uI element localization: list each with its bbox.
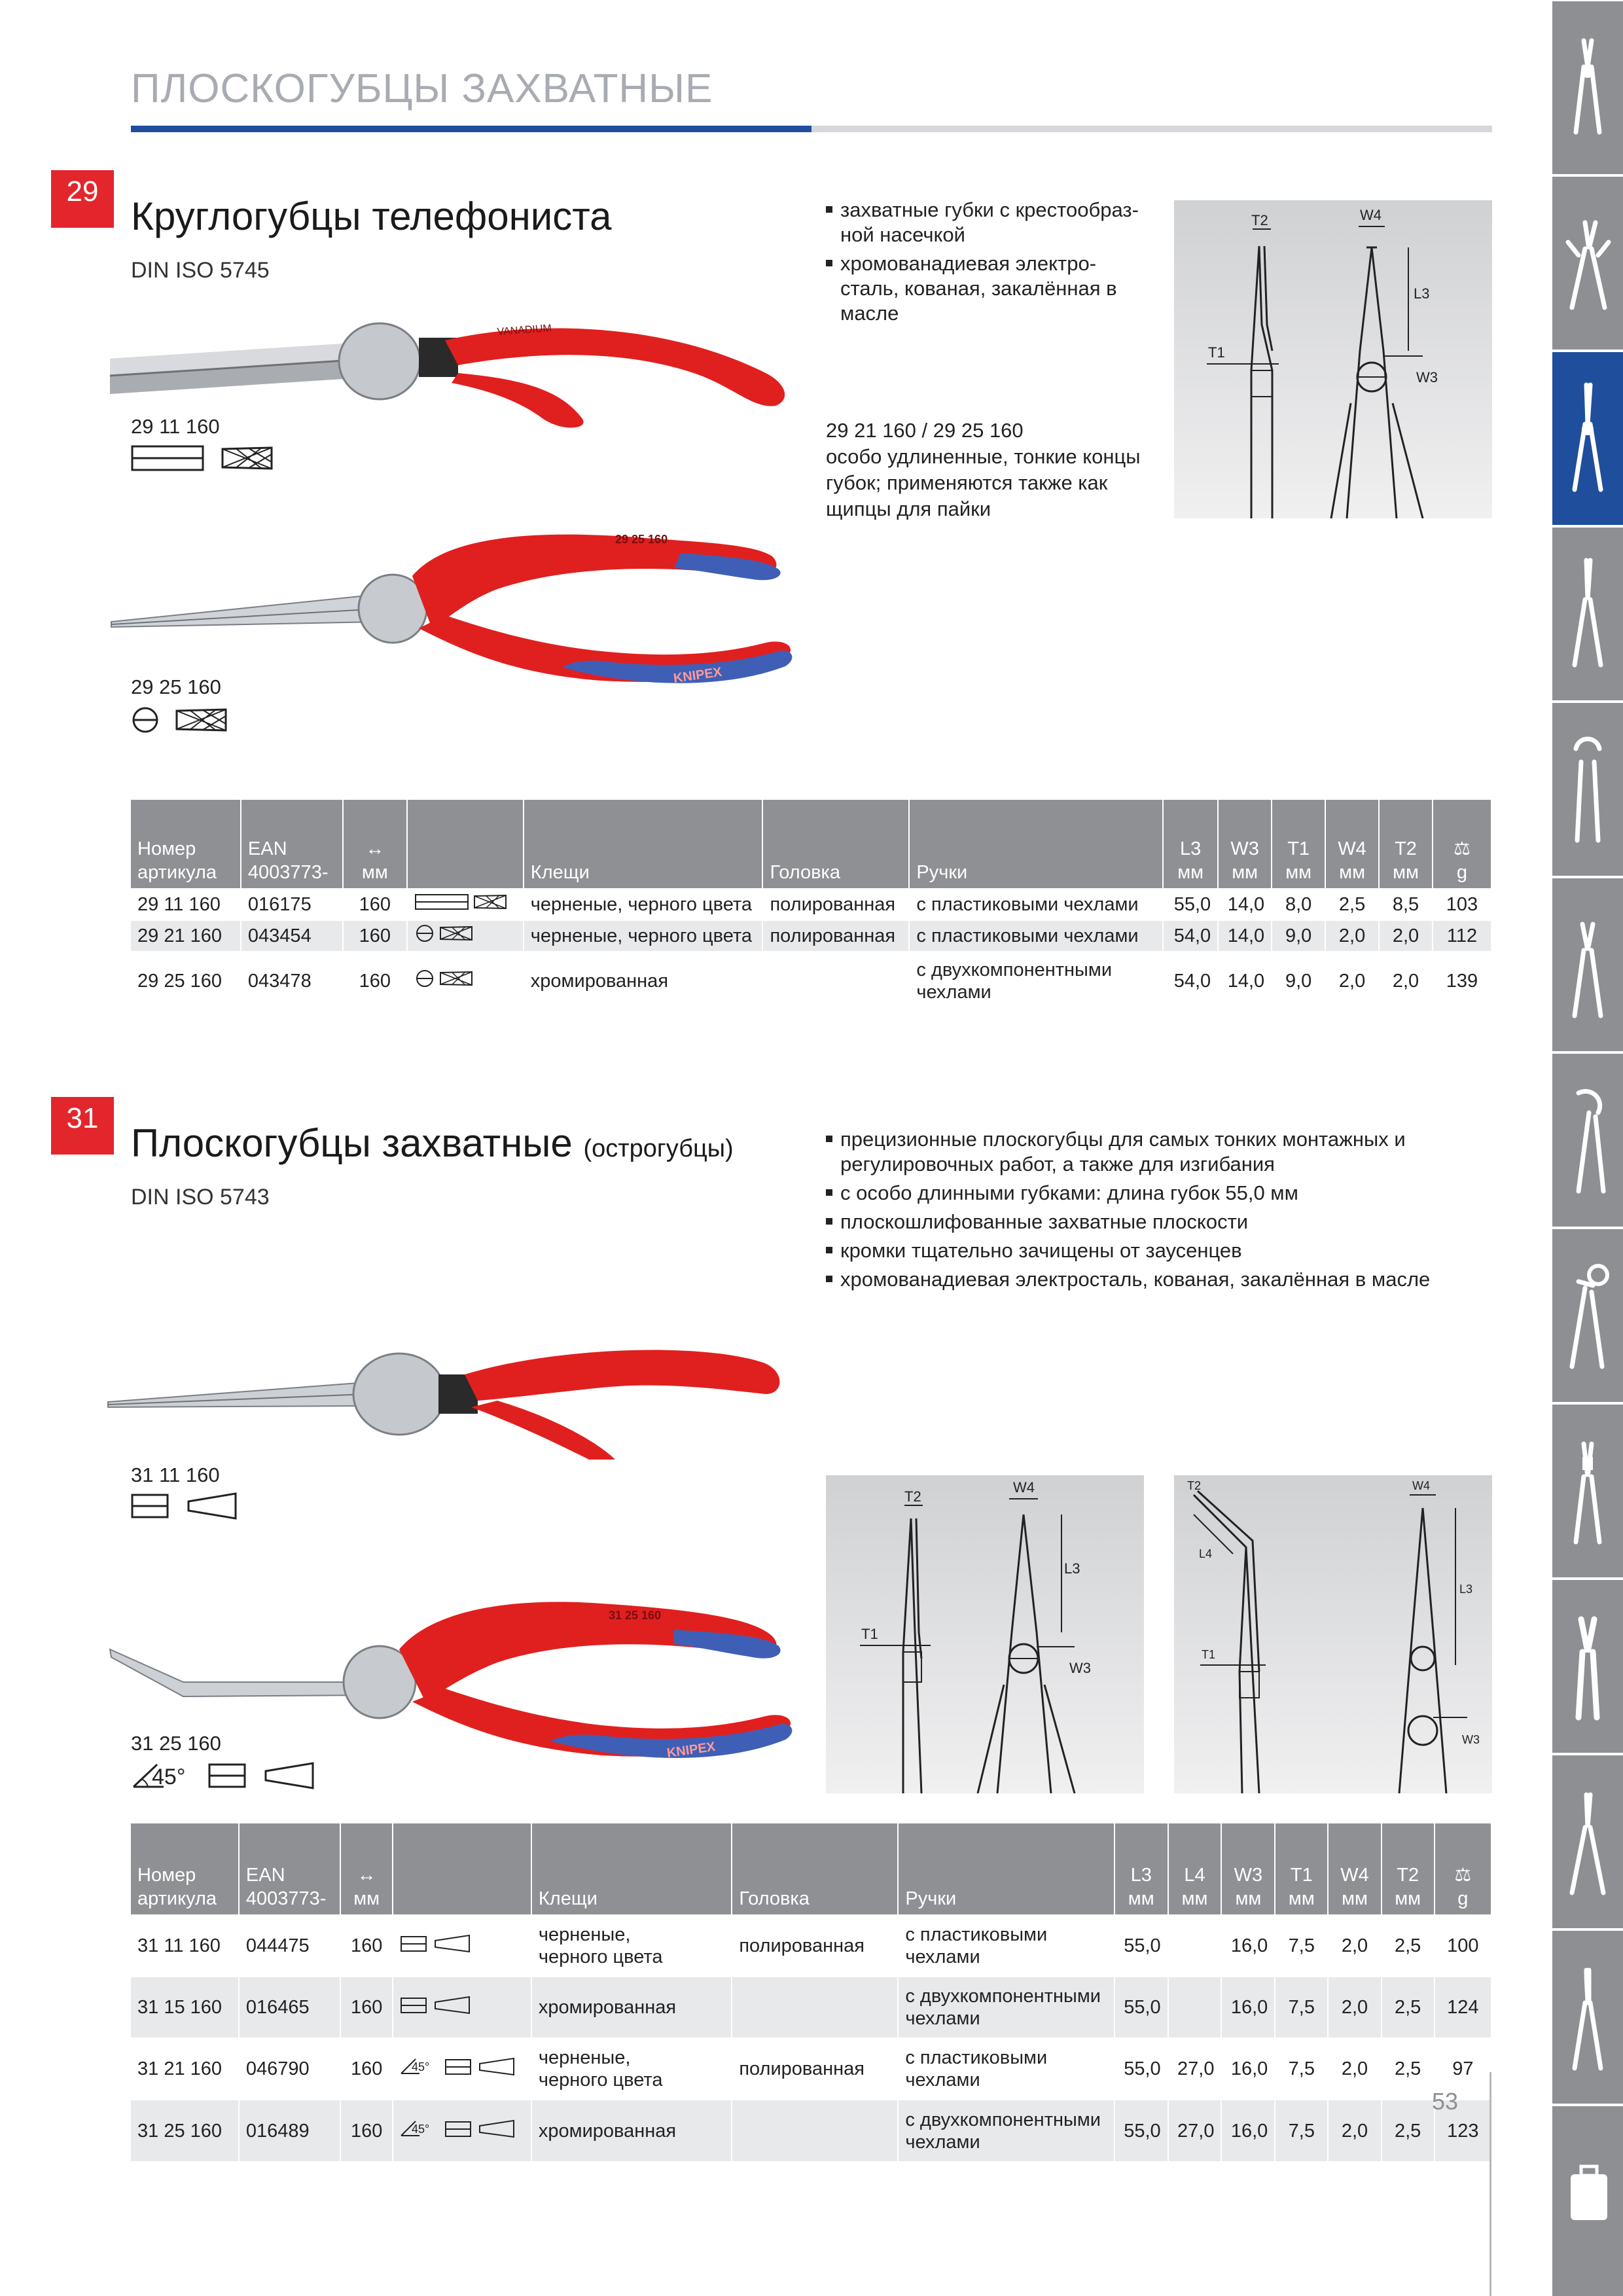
table-row: 31 25 160 016489 160 45° хромированная с двухкомпонентными чехлами 55,0 27,0 16,0 7,5 2,0 2,5 123 [131, 2100, 1491, 2161]
col-l4: L4 мм [1168, 1823, 1222, 1915]
col-pliers: Клещи [524, 800, 763, 889]
label-l3: L3 [1459, 1583, 1473, 1596]
flat-nose-pliers-icon [1552, 352, 1623, 525]
strip-pliers-icon [1552, 1755, 1623, 1928]
feature-item: прецизионные плоскогубцы для самых тонких монтажных и регулировочных работ, а также для изгибания [826, 1127, 1480, 1177]
col-t1: T1 мм [1275, 1823, 1328, 1915]
profile-icon [393, 1915, 531, 1977]
feature-list [826, 1127, 1480, 1296]
table-row: 31 11 160 044475 160 черненые, черного цвета полированная с пластиковыми чехлами 55,0 16,0 7,5 2,0 2,5 100 [131, 1915, 1491, 1977]
svg-text:45°: 45° [411, 2060, 430, 2073]
feature-item: с особо длинными губками: длина губок 55,0 мм [826, 1181, 1480, 1206]
product-image-29-11-160 [105, 301, 812, 432]
section-title: Плоскогубцы захватные (острогубцы) [131, 1121, 734, 1165]
product-code: 29 11 160 [131, 415, 220, 438]
dimension-diagram [1174, 200, 1492, 518]
sidebar-item-punch-pliers[interactable] [1552, 1229, 1623, 1402]
col-length: ↔ мм [343, 800, 407, 889]
din-standard: DIN ISO 5743 [131, 1185, 270, 1210]
label-w3: W3 [1416, 369, 1438, 386]
table-row: 31 15 160 016465 160 хромированная с двухкомпонентными чехлами 55,0 16,0 7,5 2,0 2,5 124 [131, 1977, 1491, 2038]
label-l4: L4 [1199, 1547, 1213, 1560]
feature-list [826, 198, 1166, 330]
end-cutter-icon [1552, 703, 1623, 876]
feature-item: кромки тщательно зачищены от заусенцев [826, 1238, 1480, 1263]
profile-icon [393, 2038, 531, 2100]
feature-item: хромованадиевая электросталь, кованая, закалённая в масле [826, 1267, 1480, 1292]
label-w3: W3 [1462, 1733, 1480, 1746]
table-row: 29 11 160 016175 160 черненые, черного цвета полированная с пластиковыми чехлами 55,0 14,0 8,0 2,5 8,5 103 [131, 889, 1491, 920]
sidebar-item-end-cutter[interactable] [1552, 703, 1623, 876]
label-t2: T2 [1187, 1479, 1202, 1492]
dimension-diagram-angled [1174, 1475, 1492, 1793]
sidebar-item-crimping-pliers[interactable] [1552, 1405, 1623, 1577]
dimension-diagram [826, 1475, 1144, 1793]
jaw-profile-icon [131, 1491, 249, 1521]
handle-print: VANADIUM [497, 323, 552, 338]
col-head: Головка [732, 1823, 898, 1915]
label-t2: T2 [1251, 212, 1268, 228]
product-table [131, 1823, 1492, 2161]
sidebar-item-multi-tool[interactable] [1552, 177, 1623, 350]
curved-pliers-icon [1552, 1931, 1623, 2104]
tool-case-icon [1552, 2106, 1623, 2296]
multi-tool-icon [1552, 177, 1623, 350]
label-w3: W3 [1069, 1660, 1091, 1676]
product-code: 31 11 160 [131, 1463, 220, 1486]
col-article: Номер артикула [131, 1823, 239, 1915]
label-t1: T1 [861, 1626, 878, 1642]
sidebar-item-circlip-pliers[interactable] [1552, 1580, 1623, 1753]
profile-icon [407, 889, 524, 920]
category-sidebar [1552, 0, 1623, 2296]
label-l3: L3 [1414, 285, 1430, 302]
jaw-profile-icon [131, 444, 288, 474]
brand-print: KNIPEX [666, 1739, 717, 1761]
product-table [131, 800, 1492, 1009]
profile-icon [407, 952, 524, 1009]
length-arrow-icon: ↔ [365, 838, 385, 859]
section-subtitle: (острогубцы) [583, 1135, 734, 1162]
sidebar-item-flat-nose-pliers[interactable] [1552, 352, 1623, 525]
section-title: Круглогубцы телефониста [131, 194, 612, 238]
sidebar-item-strip-pliers[interactable] [1552, 1755, 1623, 1928]
jaw-profile-icon [131, 1759, 327, 1792]
svg-text:45°: 45° [411, 2122, 430, 2136]
col-handles: Ручки [909, 800, 1163, 889]
col-w4: W4 мм [1328, 1823, 1381, 1915]
profile-icon [407, 920, 524, 952]
circlip-pliers-icon [1552, 1580, 1623, 1753]
jaw-profile-icon [131, 706, 288, 736]
label-w4: W4 [1013, 1479, 1035, 1496]
angle-label: 45° [152, 1765, 186, 1789]
note-codes: 29 21 160 / 29 25 160 [826, 419, 1024, 442]
label-l3: L3 [1064, 1560, 1080, 1577]
footer-divider [1489, 2072, 1491, 2296]
feature-item: плоскошлифованные захватные плоскости [826, 1210, 1480, 1234]
col-weight: ⚖ g [1433, 800, 1491, 889]
note-text: особо удлиненные, тонкие концы губок; применяются также как щипцы для пайки [826, 445, 1141, 520]
table-row: 29 21 160 043454 160 черненые, черного цвета полированная с пластиковыми чехлами 54,0 14,0 9,0 2,0 2,0 112 [131, 920, 1491, 952]
label-w4: W4 [1360, 207, 1382, 223]
col-t2: T2 мм [1382, 1823, 1435, 1915]
sidebar-item-tool-case[interactable] [1552, 2106, 1623, 2296]
sidebar-item-long-nose-pliers[interactable] [1552, 528, 1623, 700]
crimping-pliers-icon [1552, 1405, 1623, 1577]
col-pliers: Клещи [531, 1823, 732, 1915]
product-code: 29 25 160 [131, 675, 221, 698]
col-profile [393, 1823, 531, 1915]
scale-icon: ⚖ [1454, 1865, 1472, 1886]
brand-print: KNIPEX [672, 664, 723, 686]
table-row: 29 25 160 043478 160 хромированная с двухкомпонентными чехлами 54,0 14,0 9,0 2,0 2,0 139 [131, 952, 1491, 1009]
handle-print: 29 25 160 [615, 533, 668, 546]
product-image-31-11-160 [105, 1329, 812, 1460]
col-ean: EAN 4003773- [239, 1823, 340, 1915]
sidebar-item-diagonal-cutter[interactable] [1552, 878, 1623, 1051]
handle-print: 31 25 160 [609, 1609, 662, 1622]
col-handles: Ручки [898, 1823, 1114, 1915]
table-row: 31 21 160 046790 160 45° черненые, черного цвета полированная с пластиковыми чехлами 55,0 27,0 16,0 7,5 2,0 2,5 97 [131, 2038, 1491, 2100]
long-nose-pliers-icon [1552, 528, 1623, 700]
col-l3: L3 мм [1115, 1823, 1168, 1915]
din-standard: DIN ISO 5745 [131, 258, 270, 283]
col-t2: T2 мм [1379, 800, 1433, 889]
section-number-badge: 31 [51, 1097, 114, 1155]
page-header-title: ПЛОСКОГУБЦЫ ЗАХВАТНЫЕ [131, 66, 713, 111]
col-l3: L3 мм [1163, 800, 1218, 889]
col-weight: ⚖ g [1435, 1823, 1491, 1915]
label-t1: T1 [1202, 1648, 1216, 1661]
profile-icon [393, 1977, 531, 2038]
sidebar-item-curved-pliers[interactable] [1552, 1931, 1623, 2104]
scale-icon: ⚖ [1453, 838, 1471, 859]
section-number-badge: 29 [51, 170, 114, 228]
label-w4: W4 [1412, 1479, 1430, 1492]
feature-item: хромованадиевая электро- сталь, кованая, закалённая в масле [826, 251, 1166, 326]
product-code: 31 25 160 [131, 1732, 221, 1755]
combination-pliers-icon [1552, 1, 1623, 174]
col-article: Номер артикула [131, 800, 241, 889]
sidebar-item-water-pump-pliers[interactable] [1552, 1054, 1623, 1227]
header-rule-accent [131, 126, 812, 132]
label-t1: T1 [1208, 344, 1225, 361]
col-profile [407, 800, 524, 889]
sidebar-item-combination-pliers[interactable] [1552, 1, 1623, 174]
col-t1: T1 мм [1272, 800, 1325, 889]
feature-item: захватные губки с крестообраз- ной насечкой [826, 198, 1166, 247]
profile-icon [393, 2100, 531, 2161]
col-head: Головка [762, 800, 909, 889]
diagonal-cutter-icon [1552, 878, 1623, 1051]
col-length: ↔ мм [340, 1823, 393, 1915]
col-w4: W4 мм [1325, 800, 1379, 889]
label-t2: T2 [904, 1488, 921, 1505]
col-w3: W3 мм [1221, 1823, 1275, 1915]
page-number: 53 [1432, 2088, 1459, 2115]
water-pump-pliers-icon [1552, 1054, 1623, 1227]
col-w3: W3 мм [1218, 800, 1272, 889]
length-arrow-icon: ↔ [357, 1865, 376, 1886]
col-ean: EAN 4003773- [241, 800, 343, 889]
punch-pliers-icon [1552, 1229, 1623, 1402]
